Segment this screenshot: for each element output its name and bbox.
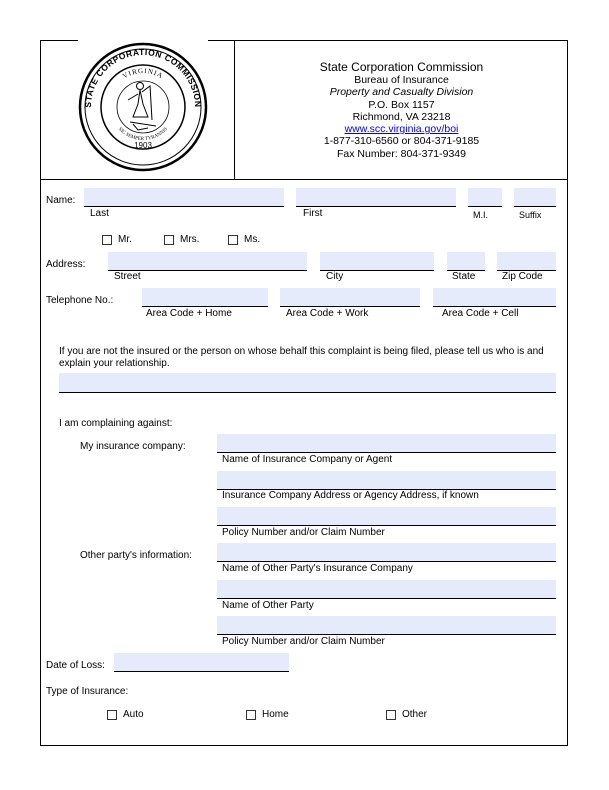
first-name-caption: First [303, 208, 323, 219]
fax-number: Fax Number: 804-371-9349 [337, 147, 466, 160]
seal-motto: SIC SEMPER TYRANNIS [117, 127, 169, 143]
middle-initial-field[interactable] [468, 188, 502, 207]
mr-checkbox[interactable] [102, 235, 112, 245]
agency-header [235, 60, 568, 160]
header-divider [40, 179, 568, 180]
state-caption: State [452, 271, 476, 282]
ms-checkbox[interactable] [228, 235, 238, 245]
address-label: Address: [46, 259, 86, 270]
ms-label: Ms. [244, 234, 261, 245]
work-phone-field[interactable] [280, 288, 420, 307]
insurance-company-name-field[interactable] [217, 434, 556, 453]
last-name-caption: Last [90, 208, 109, 219]
insurance-company-address-field[interactable] [217, 471, 556, 490]
po-box: P.O. Box 1157 [368, 98, 435, 111]
zip-caption: Zip Code [502, 271, 543, 282]
other-party-policy-field[interactable] [217, 616, 556, 635]
division-name: Property and Casualty Division [329, 86, 474, 99]
zip-field[interactable] [497, 252, 556, 271]
relationship-field[interactable] [59, 373, 556, 393]
home-phone-caption: Area Code + Home [146, 308, 232, 319]
mr-label: Mr. [118, 234, 132, 245]
cell-phone-field[interactable] [433, 288, 556, 307]
name-label: Name: [46, 195, 76, 206]
insurance-type-label: Type of Insurance: [46, 686, 129, 697]
city-field[interactable] [320, 252, 434, 271]
other-party-name-field[interactable] [217, 580, 556, 599]
other-label: Other [402, 709, 428, 720]
city-state-zip: Richmond, VA 23218 [352, 110, 451, 123]
mrs-checkbox[interactable] [164, 235, 174, 245]
first-name-field[interactable] [296, 188, 456, 207]
svg-text:STATE CORPORATION COMMISSION [83, 47, 203, 108]
my-insurance-company-label: My insurance company: [80, 441, 186, 452]
city-caption: City [326, 271, 344, 282]
other-checkbox[interactable] [386, 710, 396, 720]
svg-text:VIRGINIA [121, 67, 165, 80]
other-party-insurer-caption: Name of Other Party's Insurance Company [222, 563, 413, 574]
bureau-name: Bureau of Insurance [354, 74, 449, 86]
other-party-label: Other party's information: [80, 550, 192, 561]
cell-phone-caption: Area Code + Cell [442, 308, 519, 319]
other-party-insurer-field[interactable] [217, 543, 556, 562]
street-caption: Street [114, 271, 141, 282]
middle-initial-caption: M.I. [473, 210, 488, 220]
last-name-field[interactable] [84, 188, 284, 207]
policy-claim-number-field[interactable] [217, 507, 556, 526]
insurance-company-name-caption: Name of Insurance Company or Agent [222, 454, 393, 465]
seal-outer-text: STATE CORPORATION COMMISSION [82, 46, 204, 108]
seal-inner-text: VIRGINIA [121, 66, 165, 81]
state-field[interactable] [447, 252, 485, 271]
insurance-company-address-caption: Insurance Company Address or Agency Address, if known [222, 490, 479, 501]
other-party-name-caption: Name of Other Party [222, 600, 314, 611]
agency-name: State Corporation Commission [319, 60, 484, 74]
work-phone-caption: Area Code + Work [286, 308, 369, 319]
home-phone-field[interactable] [142, 288, 268, 307]
telephone-label: Telephone No.: [46, 295, 114, 306]
state-seal [78, 42, 208, 172]
suffix-caption: Suffix [519, 210, 542, 220]
relationship-prompt: If you are not the insured or the person on whose behalf this complaint is being filed, please tell us who is and explain your relationship. [59, 346, 544, 369]
auto-label: Auto [123, 709, 144, 720]
other-party-policy-caption: Policy Number and/or Claim Number [222, 636, 385, 647]
website-link[interactable]: www.scc.virginia.gov/boi [344, 123, 459, 136]
home-checkbox[interactable] [246, 710, 256, 720]
phone-numbers: 1-877-310-6560 or 804-371-9185 [323, 135, 480, 148]
mrs-label: Mrs. [180, 234, 200, 245]
auto-checkbox[interactable] [107, 710, 117, 720]
street-field[interactable] [108, 252, 307, 271]
seal-year: 1903 [134, 141, 152, 150]
policy-claim-number-caption: Policy Number and/or Claim Number [222, 527, 385, 538]
suffix-field[interactable] [514, 188, 556, 207]
home-label: Home [262, 709, 289, 720]
date-of-loss-label: Date of Loss: [46, 660, 105, 671]
complaining-against-label: I am complaining against: [59, 418, 173, 429]
date-of-loss-field[interactable] [114, 653, 289, 672]
